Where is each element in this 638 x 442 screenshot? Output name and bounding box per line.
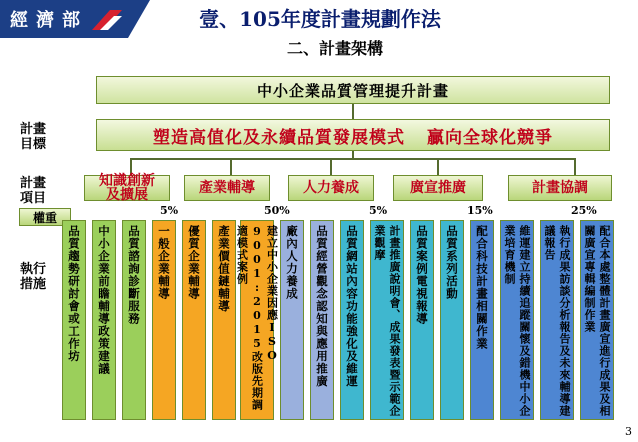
weight-knowledge: 5% bbox=[158, 204, 180, 220]
measure-7: 建立中小企業因應ISO 9001:2015改版先期調適模式案例 bbox=[240, 220, 274, 420]
measure-11: 計畫推廣說明會、成果發表暨示範企業觀摩 bbox=[370, 220, 404, 420]
weight-industry: 50% bbox=[262, 204, 292, 220]
measure-15: 維運建立持續追蹤關懷及錯機中小企業培育機制 bbox=[500, 220, 534, 420]
measure-10: 品質網站內容功能強化及維運 bbox=[340, 220, 364, 420]
page-title: 壹、105年度計畫規劃作法 bbox=[199, 7, 441, 31]
measure-9: 品質經營觀念認知與應用推廣 bbox=[310, 220, 334, 420]
weight-talent: 5% bbox=[367, 204, 389, 220]
project-talent-label: 人力養成 bbox=[303, 180, 359, 196]
goal-box bbox=[96, 119, 610, 151]
goal-label: 計畫目標 bbox=[19, 122, 46, 152]
project-promotion bbox=[393, 175, 483, 201]
measure-17: 配合本處整體計畫廣宣進行成果及相關廣宣專輯編制作業 bbox=[580, 220, 614, 420]
ministry-emblem-icon bbox=[90, 6, 124, 32]
project-talent bbox=[288, 175, 374, 201]
project-drop-2 bbox=[230, 158, 232, 175]
page-subtitle: 二、計畫架構 bbox=[286, 39, 383, 58]
project-drop-3 bbox=[330, 158, 332, 175]
measure-2: 中小企業前瞻輔導政策建議 bbox=[92, 220, 116, 420]
project-drop-5 bbox=[574, 158, 576, 175]
measure-1: 品質趨勢研討會或工作坊 bbox=[62, 220, 86, 420]
measure-12: 品質案例電視報導 bbox=[410, 220, 434, 420]
plan-box: 中小企業品質管理提升計畫 bbox=[96, 76, 610, 104]
measure-14: 配合科技計畫相關作業 bbox=[470, 220, 494, 420]
measure-3: 品質諮詢診斷服務 bbox=[122, 220, 146, 420]
weight-label: 權重 bbox=[19, 208, 71, 226]
measure-6: 產業價值鏈輔導 bbox=[212, 220, 236, 420]
measure-4: 一般企業輔導 bbox=[152, 220, 176, 420]
project-coordination bbox=[508, 175, 612, 201]
measure-13: 品質系列活動 bbox=[440, 220, 464, 420]
project-knowledge bbox=[84, 175, 170, 201]
project-promotion-label: 廣宣推廣 bbox=[410, 180, 466, 196]
project-knowledge-label: 知識創新及擴展 bbox=[99, 173, 155, 203]
measure-5: 優質企業輔導 bbox=[182, 220, 206, 420]
project-label: 計畫項目 bbox=[19, 176, 46, 206]
weight-coordination: 25% bbox=[569, 204, 599, 220]
measure-8: 廠內人力養成 bbox=[280, 220, 304, 420]
goal-text-1: 塑造高值化及永續品質發展模式 bbox=[153, 127, 405, 148]
project-industry bbox=[184, 175, 270, 201]
goal-text-2: 贏向全球化競爭 bbox=[427, 127, 553, 148]
measures-label: 執行措施 bbox=[19, 262, 46, 292]
project-connector-bar bbox=[130, 158, 575, 160]
weight-promotion: 15% bbox=[465, 204, 495, 220]
logo-band-slant bbox=[128, 0, 150, 38]
measure-16: 執行成果訪談分析報告及未來輔導建議報告 bbox=[540, 220, 574, 420]
org-name: 經濟部 bbox=[10, 10, 88, 31]
project-industry-label: 產業輔導 bbox=[199, 180, 255, 196]
project-drop-4 bbox=[437, 158, 439, 175]
connector-plan-goal bbox=[352, 104, 354, 119]
project-coordination-label: 計畫協調 bbox=[532, 180, 588, 196]
page-number: 3 bbox=[625, 425, 632, 438]
